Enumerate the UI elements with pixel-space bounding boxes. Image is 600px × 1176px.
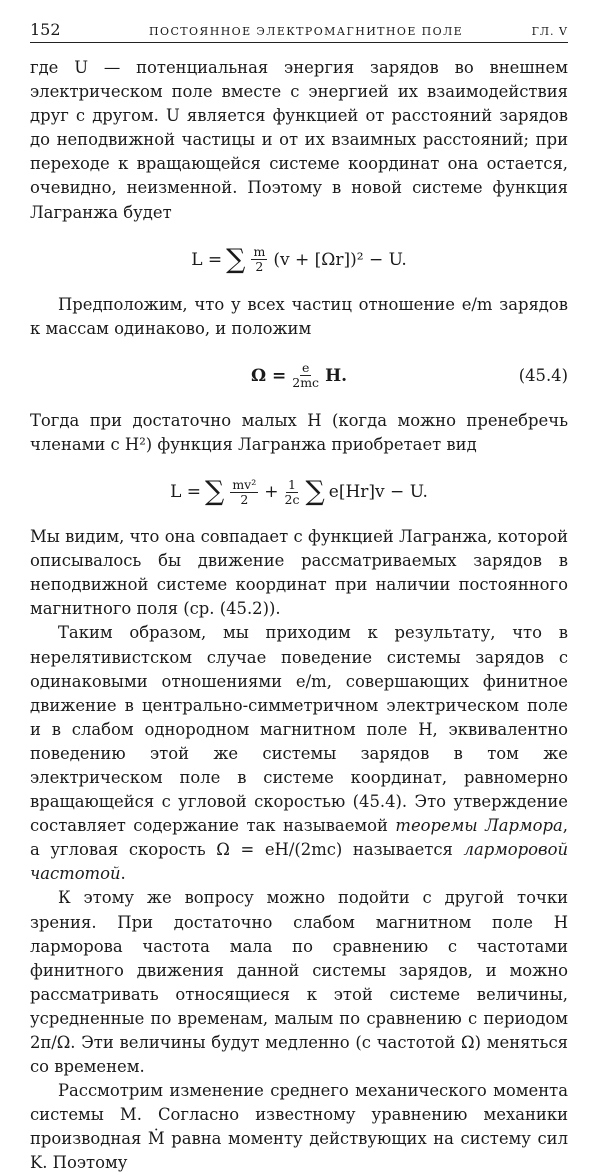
- fraction-denominator: 2: [255, 259, 264, 275]
- fraction-numerator: m: [253, 244, 266, 260]
- paragraph-6: К этому же вопросу можно подойти с другой точки зрения. При достаточно слабом магнитном поле H ларморова частота мала по сравнению с частотами финитного движения данной системы зарядов, и можно рассматривать относящиеся к этой системе величины, усредненные по временам, малым по сравнению с периодом 2π/Ω. Эти величины будут медленно (с частотой Ω) меняться со временем.: [30, 888, 568, 1077]
- fraction: [251, 245, 267, 274]
- formula-45-4: [30, 351, 568, 401]
- fraction-denominator: 2c: [284, 491, 300, 507]
- running-title: ПОСТОЯННОЕ ЭЛЕКТРОМАГНИТНОЕ ПОЛЕ: [149, 25, 464, 38]
- page-number: 152: [30, 20, 61, 39]
- running-header: [30, 18, 568, 43]
- paragraph-1: где U — потенциальная энергия зарядов во внешнем электрическом поле вместе с энергией их взаимодействия друг с другом. U является функцией от расстояний зарядов до неподвижной частицы и от их взаимных расстояний; при переходе к вращающейся системе координат она остается, очевидно, неизменной. Поэтому в новой системе функция Лагранжа будет: [30, 58, 568, 222]
- formula-lhs: L =: [191, 249, 223, 270]
- formula-rhs: H.: [325, 365, 348, 386]
- equation-number: (45.4): [518, 365, 568, 385]
- fraction-denominator: 2mc: [292, 375, 320, 391]
- fraction: [285, 478, 300, 507]
- paragraph-7: Рассмотрим изменение среднего механического момента системы M. Согласно известному уравнению механики производная Ṁ равна моменту действующих на систему сил K. Поэтому: [30, 1081, 568, 1173]
- formula-lhs: Ω =: [250, 365, 287, 386]
- paragraph-4: Мы видим, что она совпадает с функцией Лагранжа, которой описывалось бы движение рассматриваемых зарядов в неподвижной системе координат при наличии постоянного магнитного поля (ср. (45.2)).: [30, 527, 568, 619]
- book-page: [30, 18, 568, 1176]
- term-larmor-theorem: теоремы Лармора: [395, 816, 563, 836]
- chapter-label: ГЛ. V: [531, 25, 568, 38]
- fraction: [292, 361, 319, 390]
- fraction-numerator: e: [301, 360, 310, 376]
- fraction-numerator: 1: [288, 476, 296, 492]
- fraction-numerator: mv²: [232, 476, 257, 492]
- formula-lhs: L =: [170, 481, 202, 502]
- paragraph-2: Предположим, что у всех частиц отношение e/m зарядов к массам одинаково, и положим: [30, 294, 568, 338]
- formula-rhs: (v + [Ωr])² − U.: [273, 249, 407, 270]
- paragraph-3: Тогда при достаточно малых H (когда можно пренебречь членами с H²) функция Лагранжа приобретает вид: [30, 410, 568, 454]
- term-larmor-frequency: ларморовой частотой: [30, 840, 568, 884]
- plus-sign: +: [264, 481, 279, 502]
- paragraph-5-text: .: [120, 864, 126, 884]
- sum-symbol: ∑: [226, 243, 246, 275]
- sum-symbol: ∑: [205, 476, 225, 508]
- fraction-denominator: 2: [240, 491, 249, 507]
- paragraph-5-text: , а угловая скорость Ω = eH/(2mc) называется: [30, 816, 568, 860]
- formula-rhs: e[Hr]v − U.: [328, 481, 428, 502]
- sum-symbol: ∑: [305, 476, 325, 508]
- fraction: [230, 478, 258, 507]
- formula-lagrangian-magnetic: [30, 467, 568, 517]
- formula-lagrangian-rotating: [30, 235, 568, 285]
- paragraph-5-text: Таким образом, мы приходим к результату, что в нерелятивистском случае поведение системы зарядов с одинаковыми отношениями e/m, совершающих финитное движение в центрально-симметричном электрическом поле и в слабом однородном магнитном поле H, эквивалентно поведению этой же системы зарядов в том же электрическом поле в системе координат, равномерно вращающейся с угловой скоростью (45.4). Это утверждение составляет содержание так называемой: [30, 623, 568, 836]
- paragraph-5: [30, 621, 568, 886]
